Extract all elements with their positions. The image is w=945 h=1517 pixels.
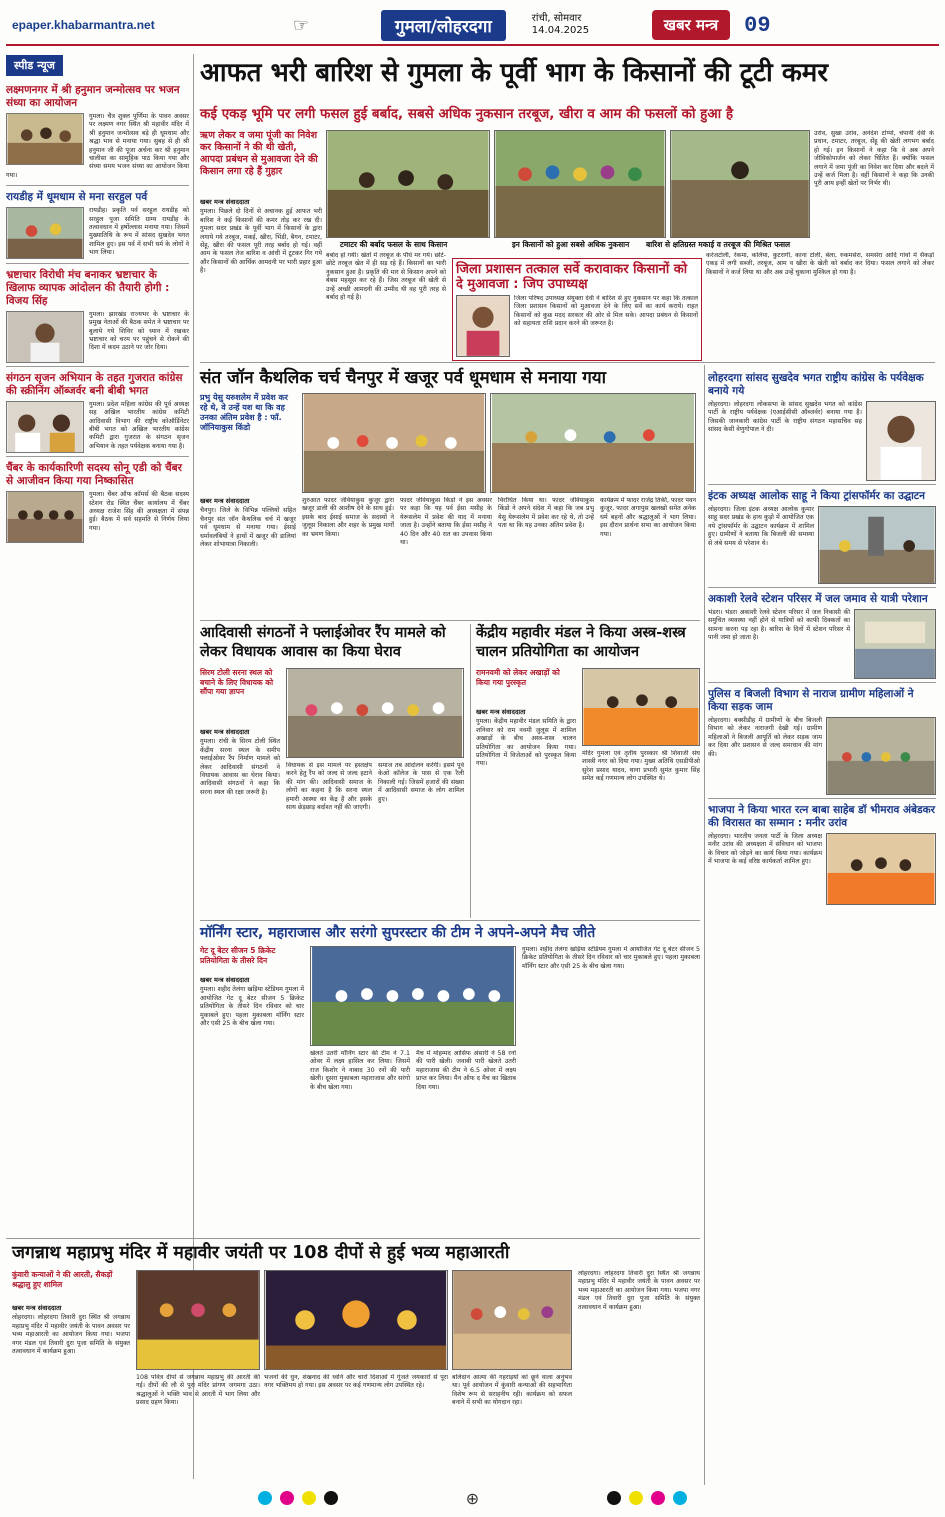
right-body: लोहरदगा। लोहरदगा लोकसभा के सांसद सुखदेव भगत को कांग्रेस पार्टी के राष्ट्रीय पर्यवेक्षक (एआईसीसी ऑब्जर्वर) बनाया गया है। जिसकी जानकारी कांग्रेस पार्टी के राष्ट्रीय संगठन महासचिव सह सांसद केसी वेणुगोपाल ने दी। — [708, 401, 862, 434]
page-number: 09 — [744, 12, 771, 38]
mandal-body-col1 — [476, 708, 576, 914]
farmers-photo — [494, 130, 666, 238]
church-headline: संत जॉन कैथलिक चर्च चैनपुर में खजूर पर्व धूमधाम से मनाया गया — [200, 368, 607, 388]
highlight-box — [452, 258, 702, 361]
mahavir-mandal-story — [476, 668, 700, 916]
lead-body-col1 — [200, 198, 322, 358]
church-body-col5: कार्यक्रम में फादर राजेंद्र तिर्की, फादर पवन कुजूर, फादर अगापुस खलखो समेत अनेक धर्म बहनों और श्रद्धालुओं ने भाग लिया। इस दौरान प्रार्थना सभा का आयोजन किया गया। — [600, 497, 696, 538]
tribal-body-col1 — [200, 728, 280, 914]
portrait-photo — [456, 295, 510, 357]
mandal-body-col2: मंदिर गुमला एवं तृतीय पुरस्कार श्री शिवाजी संघ शास्त्री नगर को दिया गया। मुख्य अतिथि एसडीपीओ सुरेश प्रसाद यादव, थाना प्रभारी सुमंत कुमार सिंह समेत कई गणमान्य लोग उपस्थित थे। — [582, 750, 700, 783]
tribal-body-col3: समाज तब आंदोलन करेगी। इसमें पूर्व केओ कॉलेज के पास से एक रैली निकाली गई। जिसमें हजारों की संख्या में आदिवासी समाज के लोग शामिल हुए। — [378, 762, 464, 803]
transformer-photo — [818, 506, 936, 584]
cyan-mark — [673, 1491, 687, 1505]
magenta-mark — [280, 1491, 294, 1505]
black-mark — [607, 1491, 621, 1505]
mandal-pullquote: रामनवमी को लेकर अखाड़ों को किया गया पुरस्कृत — [476, 668, 560, 687]
news-photo — [6, 311, 84, 363]
crosshair-icon: ⊕ — [465, 1488, 480, 1508]
byline: खबर मन्त्र संवाददाता — [200, 976, 250, 984]
news-photo — [6, 491, 84, 543]
news-photo — [6, 207, 84, 259]
bjp-event-photo — [826, 833, 936, 905]
cricket-story — [200, 946, 700, 1236]
black-mark — [324, 1491, 338, 1505]
temple-lamps-photo — [264, 1270, 448, 1370]
brief-headline: रायडीह में धूमधाम से मना सरहुल पर्व — [6, 191, 148, 204]
right-headline: लोहरदगा सांसद सुखदेव भगत राष्ट्रीय कांग्रेस के पर्यवेक्षक बनाये गये — [708, 372, 924, 397]
cricket-body-col2: खेलते उतरी मॉर्निंग स्टार की टीम ने 7.1 ओवर में लक्ष्य हासिल कर लिया। जिसमें राज किशोर ने नाबाद 30 रनों की पारी खेली। दूसरा मुकाबला महाराजास और सरंगो के बीच खेला गया। — [310, 1050, 410, 1091]
lead-story — [200, 128, 935, 360]
box-body: जिला परिषद उपाध्यक्ष संयुक्ता देवी ने बारिश से हुए नुकसान पर कहा कि तत्काल जिला प्रशासन किसानों को मुआवजा देने के लिए सर्वे का कार्य करायें। राहत किसानों को कुछ मदद सरकार की ओर से मिल सके। आपदा प्रबंधन से किसानों को सहायता राशि प्रदान करने की जरूरत है। — [514, 295, 698, 328]
body-text: चैनपुर। जिले के विभिन्न पल्लियों सहित चैनपुर संत जॉन कैथलिक चर्च में खजूर पर्व धूमधाम से मनाया गया। ईसाई धर्मावलंबियों ने हाथों में खजूर की डालियां लेकर शोभायात्रा निकाली। — [200, 507, 296, 549]
right-headline: पुलिस व बिजली विभाग से नाराज ग्रामीण महिलाओं ने किया सड़क जाम — [708, 688, 914, 713]
aarti-body-col3: भजनों की धुन, शंखनाद की ध्वनि और चारों दिशाओं में गूंजते जयकारों से पूरा नगर भक्तिमय हो गया। इस अवसर पर कई गणमान्य लोग उपस्थित रहे। — [264, 1374, 448, 1390]
print-registration-marks — [0, 1487, 945, 1509]
box-headline: जिला प्रशासन तत्काल सर्वे करावाकर किसानों को दे मुआवजा : जिप उपाध्यक्ष — [456, 262, 688, 292]
church-body-col2: शुरुआत फादर जेवियाकुस कुजूर द्वारा खजूर डाली की आशीष देने के साथ हुई। इसके बाद ईसाई समाज के सदस्यों ने जुलूस निकाला और शहर के प्रमुख मार्गों का भ्रमण किया। — [302, 497, 394, 538]
aarti-story — [12, 1270, 700, 1482]
pointer-icon: ☞ — [292, 14, 310, 36]
body-text: लोहरदगा। लोहरदगा तिवारी दुरा स्थित श्री जगन्नाथ महाप्रभु मंदिर में महावीर जयंती के पावन अवसर पर भव्य महाआरती का आयोजन किया गया। भजपा नगर मंडल एवं तिवारी दुरा पूजा समिति के संयुक्त तत्वावधान में कार्यक्रम हुआ। — [12, 1314, 130, 1356]
road-block-photo — [826, 717, 936, 795]
brief-headline: लक्ष्मणनगर में श्री हनुमान जन्मोत्सव पर भजन संध्या का आयोजन — [6, 84, 180, 109]
right-body: लोहरदगा। भारतीय जनता पार्टी के जिला अध्यक्ष मनीर उरांव की अध्यक्षता में संविधान को भाजपा के विचार को जोड़ने का कार्य किया गया। कार्यक्रम में भाजपा के कई वरिष्ठ कार्यकर्ता शामिल हुए। — [708, 833, 822, 866]
right-column — [708, 368, 936, 1478]
portrait-photo — [866, 401, 936, 481]
right-body: भंडरा। भंडरा अकाशी रेलवे स्टेशन परिसर में जल निकासी की समुचित व्यवस्था नहीं होने से यात्रियों को काफी दिक्कतों का सामना करना पड़ रहा है। बारिश के दिनों में स्टेशन परिसर में पानी जमा हो जाता है। — [708, 609, 850, 642]
yellow-mark — [302, 1491, 316, 1505]
cricket-team-photo — [310, 946, 516, 1046]
news-photo — [6, 401, 84, 453]
lead-body-col4: करंजटोली, रेकमा, कलिया, कुटरागी, काना टोली, बेला, रुकमसेरा, समसेरा आदि गांवों में सैकड़ों एकड़ में लगी सब्जी, तरबूज, आम व खीरा के खेती को बर्बाद कर दिया। फसल लगाने को लेकर किसानों ने कर्ज लिया था और अब उन्हें चुकाना मुश्किल हो गया है। — [706, 252, 934, 276]
devotees-photo — [452, 1270, 572, 1370]
body-text: गुमला। रांची के सिरम टोली स्थित केंद्रीय सरना स्थल के समीप फ्लाईओवर रैंप निर्माण मामले को लेकर आदिवासी संगठनों ने विधायक आवास का घेराव किया। आदिवासी संगठनों ने कहा कि सरना स्थल की रक्षा जरूरी है। — [200, 738, 280, 796]
tribal-pullquote: सिरम टोली सरना स्थल को बचाने के लिए विधायक को सौंपा गया ज्ञापन — [200, 668, 274, 696]
yellow-mark — [629, 1491, 643, 1505]
award-photo — [582, 668, 700, 746]
church-body-col3: फादर जेवियाकुस किंडो ने इस अवसर पर कहा कि यह पर्व ईसा मसीह के येरूसलेम में प्रवेश की याद में मनाया जाता है। उन्होंने बताया कि ईसा मसीह ने 40 दिन और 40 रात का उपवास किया था। — [400, 497, 492, 547]
cricket-body-col3: मैच में मोहम्मद आसिफ अंसारी ने 58 रनों की पारी खेली। जवाबी पारी खेलते उतरी महाराजास की टीम ने 6.5 ओवर में लक्ष्य प्राप्त कर लिया। मैन ऑफ द मैच का खिताब दिया गया। — [416, 1050, 516, 1091]
magenta-mark — [651, 1491, 665, 1505]
brief-headline: भ्रष्टाचार विरोधी मंच बनाकर भ्रष्टाचार के खिलाफ व्यापक आंदोलन की तैयारी होगी : विजय सिंह — [6, 268, 170, 307]
right-body: लोहरदगा। जिला इंटक अध्यक्ष आलोक कुमार साहू सदर प्रखंड के हाथ कुड़ो में आयोजित एक नये ट्रांसफॉर्मर के उद्घाटन कार्यक्रम में शामिल हुए। ग्रामीणों ने बताया कि बिजली की समस्या से लंबे समय से परेशान थे। — [708, 506, 814, 547]
procession-photo — [302, 393, 486, 493]
photo-caption: इन किसानों को हुआ सबसे अधिक नुकसान — [512, 240, 630, 249]
right-body: लोहरदगा। बक्सीडीह में ग्रामीणों के बीच बिजली विभाग को लेकर नाराजगी देखी गई। ग्रामीण महिलाओं ने बिजली आपूर्ति को लेकर सड़क जाम कर दिया और प्रशासन से जल्द समाधान की मांग की। — [708, 717, 822, 758]
lead-pullquote: ऋण लेकर व जमा पूंजी का निवेश कर किसानों ने की थी खेती, आपदा प्रबंधन से मुआवजा देने की किसान लगा रहे हैं गुहार — [200, 130, 318, 177]
right-headline: अकाशी रेलवे स्टेशन परिसर में जल जमाव से यात्री परेशान — [708, 593, 928, 605]
section-title: गुमला/लोहरदगा — [381, 10, 506, 41]
tribal-protest-headline: आदिवासी संगठनों ने फ्लाईओवर रैंप मामले को लेकर विधायक आवास का किया घेराव — [200, 625, 446, 660]
aarti-pullquote: कुंवारी कन्याओं ने की आरती, सैकड़ों श्रद्धालु हुए शामिल — [12, 1270, 113, 1289]
dateline — [532, 13, 632, 37]
mahavir-mandal-headline: केंद्रीय महावीर मंडल ने किया अस्त्र-शस्त्र चालन प्रतियोगिता का आयोजन — [476, 625, 686, 660]
brand-logo: खबर मन्त्र — [652, 10, 730, 40]
palm-sunday-photo — [490, 393, 696, 493]
page-header — [6, 6, 939, 46]
brief-body: रायडीह। प्रकृति पर्व सरहुल रायडीह को सरहुल पूजा समिति ग्राम्य रायडीह के तत्वावधान में हर्षोल्लास मनाया गया। जिसमें मुख्यातिथि के रूप में सांसद सुखदेव भगत शामिल हुए। इस पर्व में सभी धर्म के लोगों ने भाग लिया। — [89, 207, 189, 257]
aarti-headline: जगन्नाथ महाप्रभु मंदिर में महावीर जयंती पर 108 दीपों से हुई भव्य महाआरती — [12, 1243, 510, 1263]
brief-body: गुमला। झारखंड राज्यभर के भ्रष्टाचार के प्रमुख नेताओं की बैठक समेत ने भ्रष्टाचार पर बुलाये गये शिविर को ध्यान में रखकर भ्रष्टाचार को चरम पर पहुंचने से रोकने की दिशा में कदम उठाने पर जोर दिया। — [89, 310, 189, 352]
church-body-col4: विरोधित किया था। फादर जेवियाकुस किंडो ने अपने संदेश में कहा कि जब प्रभु येसु येरूसलेम में प्रवेश कर रहे थे, तो उन्हें पता था कि यह उनका अंतिम प्रवेश है। — [498, 497, 594, 530]
tribal-body-col2: विधायक से इस मामले पर हस्तक्षेप करने हेतु रैंप को जल्द से जल्द हटाने की मांग की। आदिवासी समाज के लोगों का कहना है कि सरना स्थल हमारी आस्था का केंद्र है और इसके साथ छेड़छाड़ बर्दाश्त नहीं की जाएगी। — [286, 762, 372, 812]
speed-news-tag: स्पीड न्यूज — [6, 55, 63, 76]
body-text: गुमला। केंद्रीय महावीर मंडल समिति के द्वारा शनिवार को राम नवमी जुलूस में शामिल अखाड़ों के बीच अस्त्र-शस्त्र चालन प्रतियोगिता का आयोजन किया गया। प्रतियोगिता में विजेताओं को पुरस्कृत किया गया। — [476, 718, 576, 768]
aarti-girls-photo — [136, 1270, 260, 1370]
cricket-body-col1 — [200, 976, 304, 1234]
lead-subheadline: कई एकड़ भूमि पर लगी फसल हुई बर्बाद, सबसे अधिक नुकसान तरबूज, खीरा व आम की फसलों को हुआ है — [200, 106, 734, 122]
aarti-body-col5: लोहरदगा। लोहरदगा तिवारी दुरा स्थित श्री जगन्नाथ महाप्रभु मंदिर में महावीर जयंती के पावन अवसर पर भव्य महाआरती का आयोजन किया गया। भजपा नगर मंडल एवं तिवारी दुरा पूजा समिति के संयुक्त तत्वावधान में कार्यक्रम हुआ। — [578, 1270, 700, 1311]
protest-photo — [286, 668, 464, 758]
tribal-protest-story — [200, 668, 465, 916]
byline: खबर मन्त्र संवाददाता — [12, 1304, 62, 1312]
church-body-col1 — [200, 497, 296, 615]
photo-caption: टमाटर की बर्बाद फसल के साथ किसान — [340, 240, 448, 249]
lead-body-col3: उरांव, सुखा उरांव, अनंदेश टोप्पो, चंपानी देवी के प्रधान, टमाटर, तरबूज, सेंहू की खेती लगभग बर्बाद हो गई। इन किसानों ने कहा कि वे अब अपने जीविकोपार्जन को लेकर चिंतित हैं। क्योंकि फसल लगाने में जमा पूंजी का निवेश कर दिया और बदले में उन्हें कर्ज मिला है। वहीं किसानों ने कहा कि उनकी पूरी आय इन्हीं खेतों पर निर्भर थी। — [814, 130, 934, 188]
lead-headline: आफत भरी बारिश से गुमला के पूर्वी भाग के किसानों की टूटी कमर — [200, 58, 828, 88]
byline: खबर मन्त्र संवाददाता — [200, 497, 250, 505]
city-day: रांची, सोमवार — [531, 13, 582, 24]
site-url[interactable]: epaper.khabarmantra.net — [12, 18, 155, 32]
body-text: गुमला। पिछले दो दिनों से अचानक हुई आफत भरी बारिश ने कई किसानों की कमर तोड़ कर रख दी। गुमला सदर प्रखंड के पूर्वी भाग में किसानों के द्वारा लगाये गये तरबूज, मकई, खीरा, भिंडी, बैगन, टमाटर, सेंहू, खीरा की फसल पूरी तरह बर्बाद हो गई। वहीं आम के फसल तेज बारिश व आंधी में टूटकर गिर गये और किसानों की आर्थिक आमदनी पर भारी प्रहार हुआ है। — [200, 208, 322, 275]
byline: खबर मन्त्र संवाददाता — [200, 728, 250, 736]
brief-headline: संगठन सृजन अभियान के तहत गुजरात कांग्रेस की स्क्रीनिंग ऑब्जर्वर बनी बीबी भगत — [6, 371, 183, 397]
aarti-body-col2: 108 पवित्र दीपों से जगन्नाथ महाप्रभु की आरती की गई। दीपों की लौ से पूरा मंदिर प्रांगण जगमगा उठा। श्रद्धालुओं ने भक्ति भाव से आरती में भाग लिया और प्रसाद ग्रहण किया। — [136, 1374, 260, 1407]
church-story — [200, 393, 700, 617]
cricket-pullquote: गेट दू बेटर सीजन 5 क्रिकेट प्रतियोगिता के तीसरे दिन — [200, 946, 276, 965]
news-photo — [6, 113, 84, 165]
aarti-body-col4: बलिदान आत्मा की गहराइयों को छूने वाला अनुभव था। पूर्व आयोजन में कुंवारी कन्याओं की सहभागिता विशेष रूप से सराहनीय रही। कार्यक्रम को सफल बनाने में सभी का योगदान रहा। — [452, 1374, 572, 1407]
byline: खबर मन्त्र संवाददाता — [200, 198, 250, 206]
damaged-field-photo — [670, 130, 810, 238]
brief-body: गुमला। चैंबर ऑफ कॉमर्स की बैठक सदस्य स्टेशन रोड स्थित चैंबर कार्यालय में चैंबर अध्यक्ष राजेश सिंह की अध्यक्षता में संपन्न हुई। बैठक में सर्व सहमति से निर्णय लिया गया। — [89, 491, 189, 532]
station-photo — [854, 609, 936, 679]
body-text: गुमला। शहीद तेलंगा खड़िया स्टेडियम गुमला में आयोजित गेट दू बेटर सीजन 5 क्रिकेट प्रतियोगिता के तीसरे दिन रविवार को चार मुकाबले हुए। पहला मुकाबला मॉर्निंग स्टार और एसी 25 के बीच खेला गया। — [200, 986, 304, 1028]
aarti-body-col1 — [12, 1304, 130, 1480]
crop-damage-photo — [326, 130, 490, 238]
brief-body: गुमला। प्रदेश महिला कांग्रेस की पूर्व अध्यक्ष सह अखिल भारतीय कांग्रेस कमिटी आदिवासी विभाग की राष्ट्रीय कोऑर्डिनेटर बीबी भगत को अखिल भारतीय कांग्रेस कमिटी द्वारा गुजरात के संगठन सृजन अभियान के तहत पर्यवेक्षक बनाया गया है। — [89, 400, 189, 450]
cyan-mark — [258, 1491, 272, 1505]
cricket-headline: मॉर्निंग स्टार, महाराजास और सरंगो सुपरस्टार की टीम ने अपने-अपने मैच जीते — [200, 925, 596, 941]
byline: खबर मन्त्र संवाददाता — [476, 708, 526, 716]
photo-caption: बारिश से क्षतिग्रस्त मकाई व तरबूज की मिश्रित फसल — [646, 240, 791, 249]
cricket-body-col4: गुमला। शहीद तेलंगा खड़िया स्टेडियम गुमला में आयोजित गेट दू बेटर सीजन 5 क्रिकेट प्रतियोगिता के तीसरे दिन रविवार को चार मुकाबले हुए। पहला मुकाबला मॉर्निंग स्टार और एसी 25 के बीच खेला गया। — [522, 946, 700, 970]
brief-headline: चैंबर के कार्यकारिणी सदस्य सोनू एडी को चैंबर से आजीवन किया गया निष्कासित — [6, 462, 182, 488]
right-headline: इंटक अध्यक्ष आलोक साहू ने किया ट्रांसफॉर्मर का उद्घाटन — [708, 490, 925, 502]
speed-news-column — [6, 54, 194, 1479]
issue-date: 14.04.2025 — [531, 25, 590, 36]
brief-body: गुमला। चैत्र शुक्ल पूर्णिमा के पावन अवसर पर लक्ष्मण नगर स्थित श्री महावीर मंदिर में श्री हनुमान जन्मोत्सव बड़े ही धूमधाम और श्रद्धा भाव से मनाया गया। सुबह से ही श्री हनुमान जी की पूजा अर्चना कर श्री हनुमान चालीसा का सामूहिक पाठ किया गया और संध्या समय भजन संध्या का आयोजन किया गया। — [6, 113, 189, 179]
right-headline: भाजपा ने किया भारत रत्न बाबा साहेब डॉ भीमराव अंबेडकर की विरासत का सम्मान : मनीर उरांव — [708, 804, 936, 829]
church-pullquote: प्रभु येसु यरुशलेम में प्रवेश कर रहे थे, वे उन्हें यश था कि वह उनका अंतिम प्रवेश है : फॉ. जॉनियाकुस किंडो — [200, 393, 288, 432]
lead-body-col2: बर्बाद हो गयी। खेतों में तरबूज के पौधे मर गये। छोटे-छोटे तरबूज खेत में ही सड़ रहे हैं। किसानों का भारी नुकसान हुआ है। प्रकृति की मार से किसान अपने को बेबस महसूस कर रहे हैं। जिस तरबूज की खेती से उन्हें अच्छी आमदनी की उम्मीद थी वह पूरी तरह से बर्बाद हो गई है। — [326, 252, 446, 302]
